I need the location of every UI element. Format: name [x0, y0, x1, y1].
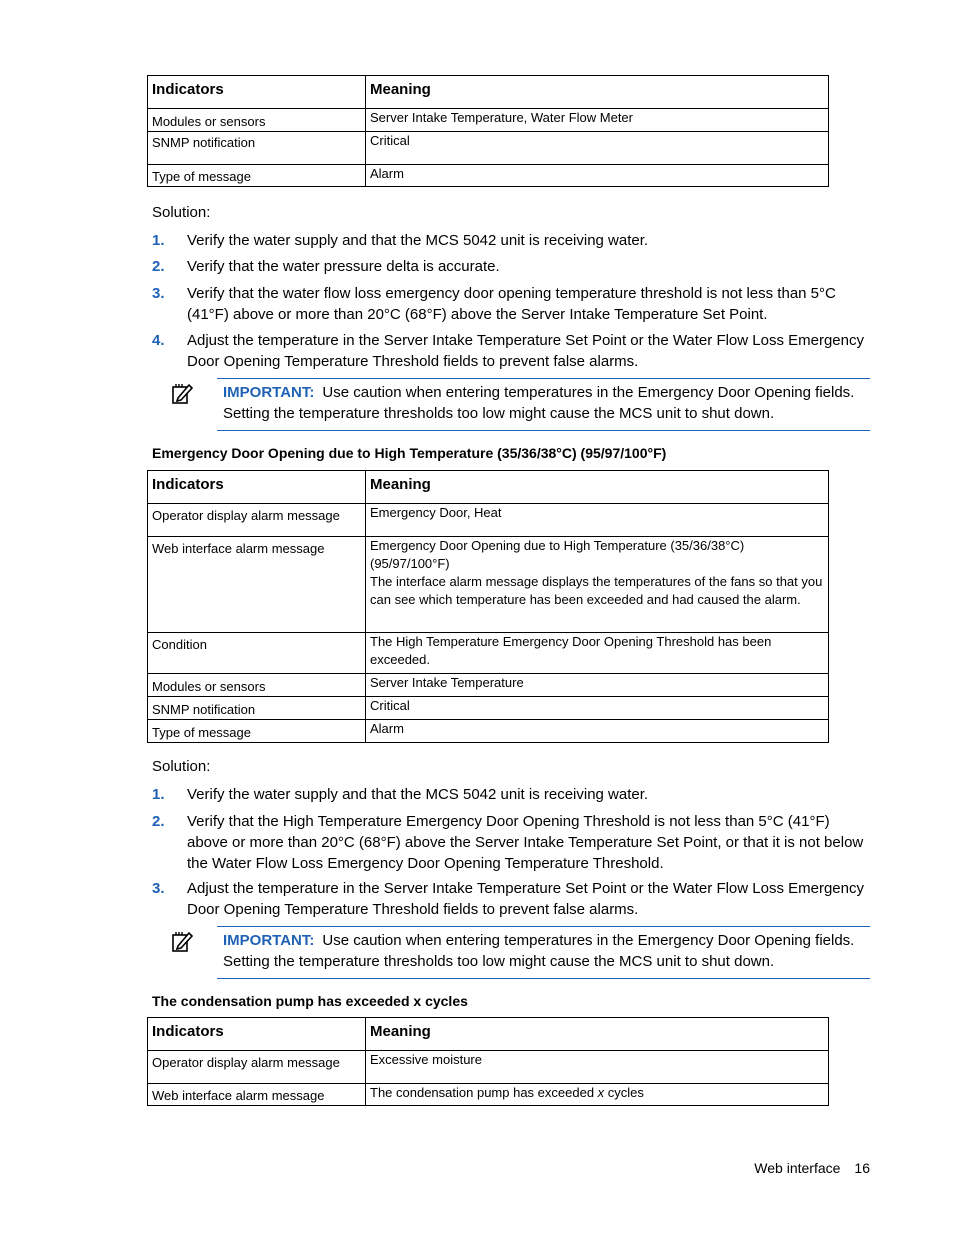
step-number: 2.: [152, 258, 165, 275]
header-indicators: Indicators: [148, 76, 366, 109]
indicator-cell: Modules or sensors: [148, 674, 366, 697]
meaning-cell: Emergency Door, Heat: [366, 504, 829, 537]
table-row: [148, 720, 829, 743]
indicator-cell: Condition: [148, 633, 366, 674]
table-row: [148, 697, 829, 720]
meaning-cell: The High Temperature Emergency Door Opening Threshold has been exceeded.: [366, 633, 829, 674]
step-number: 2.: [152, 813, 165, 830]
table-row: [148, 1084, 829, 1106]
indicator-cell: Type of message: [148, 165, 366, 187]
solution-label: Solution:: [152, 204, 211, 221]
meaning-cell: Excessive moisture: [366, 1051, 829, 1084]
note-pencil-icon: [171, 930, 195, 954]
meaning-cell: [366, 1084, 829, 1106]
indicator-cell: Operator display alarm message: [148, 504, 366, 537]
table-row: [148, 1051, 829, 1084]
indicator-cell: SNMP notification: [148, 132, 366, 165]
important-label: IMPORTANT:: [223, 384, 315, 401]
step-number: 1.: [152, 786, 165, 803]
important-note: [217, 378, 870, 431]
table-row: [148, 504, 829, 537]
table-row: [148, 537, 829, 633]
important-label: IMPORTANT:: [223, 932, 315, 949]
step-number: 3.: [152, 880, 165, 897]
step-text: Adjust the temperature in the Server Intake Temperature Set Point or the Water Flow Loss Emergency Door Opening Temperature Threshold fields to prevent false alarms.: [187, 332, 864, 370]
table-row: [148, 109, 829, 132]
important-text: Use caution when entering temperatures in the Emergency Door Opening fields. Setting the temperature thresholds too low might cause the MCS unit to shut down.: [223, 384, 855, 422]
table-row: [148, 633, 829, 674]
meaning-cell: [366, 537, 829, 633]
solution-label: Solution:: [152, 758, 211, 775]
table-indicators-2: [147, 470, 829, 743]
table-row: [148, 674, 829, 697]
step-text: Verify that the water pressure delta is accurate.: [187, 258, 500, 275]
step-text: Verify that the water flow loss emergency door opening temperature threshold is not less than 5°C (41°F) above or more than 20°C (68°F) above the Server Intake Temperature Set Point.: [187, 285, 836, 323]
meaning-cell: Critical: [366, 697, 829, 720]
indicator-cell: Type of message: [148, 720, 366, 743]
indicator-cell: Web interface alarm message: [148, 537, 366, 633]
footer-section: Web interface: [754, 1160, 841, 1176]
important-text: Use caution when entering temperatures in the Emergency Door Opening fields. Setting the temperature thresholds too low might cause the MCS unit to shut down.: [223, 932, 855, 970]
meaning-cell: Alarm: [366, 165, 829, 187]
meaning-line: Emergency Door Opening due to High Temperature (35/36/38°C) (95/97/100°F): [370, 538, 745, 571]
table-indicators-3: [147, 1017, 829, 1106]
step-text: Verify the water supply and that the MCS 5042 unit is receiving water.: [187, 786, 649, 803]
indicator-cell: SNMP notification: [148, 697, 366, 720]
step-number: 1.: [152, 232, 165, 249]
meaning-line: The interface alarm message displays the temperatures of the fans so that you can see which temperature has been exceeded and had caused the alarm.: [370, 574, 823, 607]
step-text: Verify that the High Temperature Emergency Door Opening Threshold is not less than 5°C (41°F) above or more than 20°C (68°F) above the Server Intake Temperature Set Point, or that it is not below the Water Flow Loss Emergency Door Opening Temperature Threshold.: [187, 813, 864, 872]
table-indicators-1: [147, 75, 829, 187]
page-number: 16: [854, 1160, 870, 1176]
note-pencil-icon: [171, 382, 195, 406]
section-heading: Emergency Door Opening due to High Temperature (35/36/38°C) (95/97/100°F): [152, 445, 667, 461]
indicator-cell: Modules or sensors: [148, 109, 366, 132]
meaning-text: cycles: [604, 1085, 644, 1100]
meaning-cell: Critical: [366, 132, 829, 165]
header-indicators: Indicators: [148, 1018, 366, 1051]
header-meaning: Meaning: [366, 1018, 829, 1051]
meaning-text: The condensation pump has exceeded: [370, 1085, 598, 1100]
header-meaning: Meaning: [366, 76, 829, 109]
indicator-cell: Web interface alarm message: [148, 1084, 366, 1106]
step-number: 3.: [152, 285, 165, 302]
section-heading: The condensation pump has exceeded x cycles: [152, 993, 468, 1009]
important-note: [217, 926, 870, 979]
meaning-cell: Alarm: [366, 720, 829, 743]
header-indicators: Indicators: [148, 471, 366, 504]
meaning-cell: Server Intake Temperature, Water Flow Meter: [366, 109, 829, 132]
table-header-row: [148, 76, 829, 109]
page-footer: [754, 1159, 870, 1177]
table-row: [148, 132, 829, 165]
meaning-variable: x: [597, 1085, 605, 1100]
table-row: [148, 165, 829, 187]
indicator-cell: Operator display alarm message: [148, 1051, 366, 1084]
step-text: Adjust the temperature in the Server Intake Temperature Set Point or the Water Flow Loss Emergency Door Opening Temperature Threshold fields to prevent false alarms.: [187, 880, 864, 918]
table-header-row: [148, 1018, 829, 1051]
step-number: 4.: [152, 332, 165, 349]
table-header-row: [148, 471, 829, 504]
meaning-cell: Server Intake Temperature: [366, 674, 829, 697]
header-meaning: Meaning: [366, 471, 829, 504]
step-text: Verify the water supply and that the MCS 5042 unit is receiving water.: [187, 232, 649, 249]
